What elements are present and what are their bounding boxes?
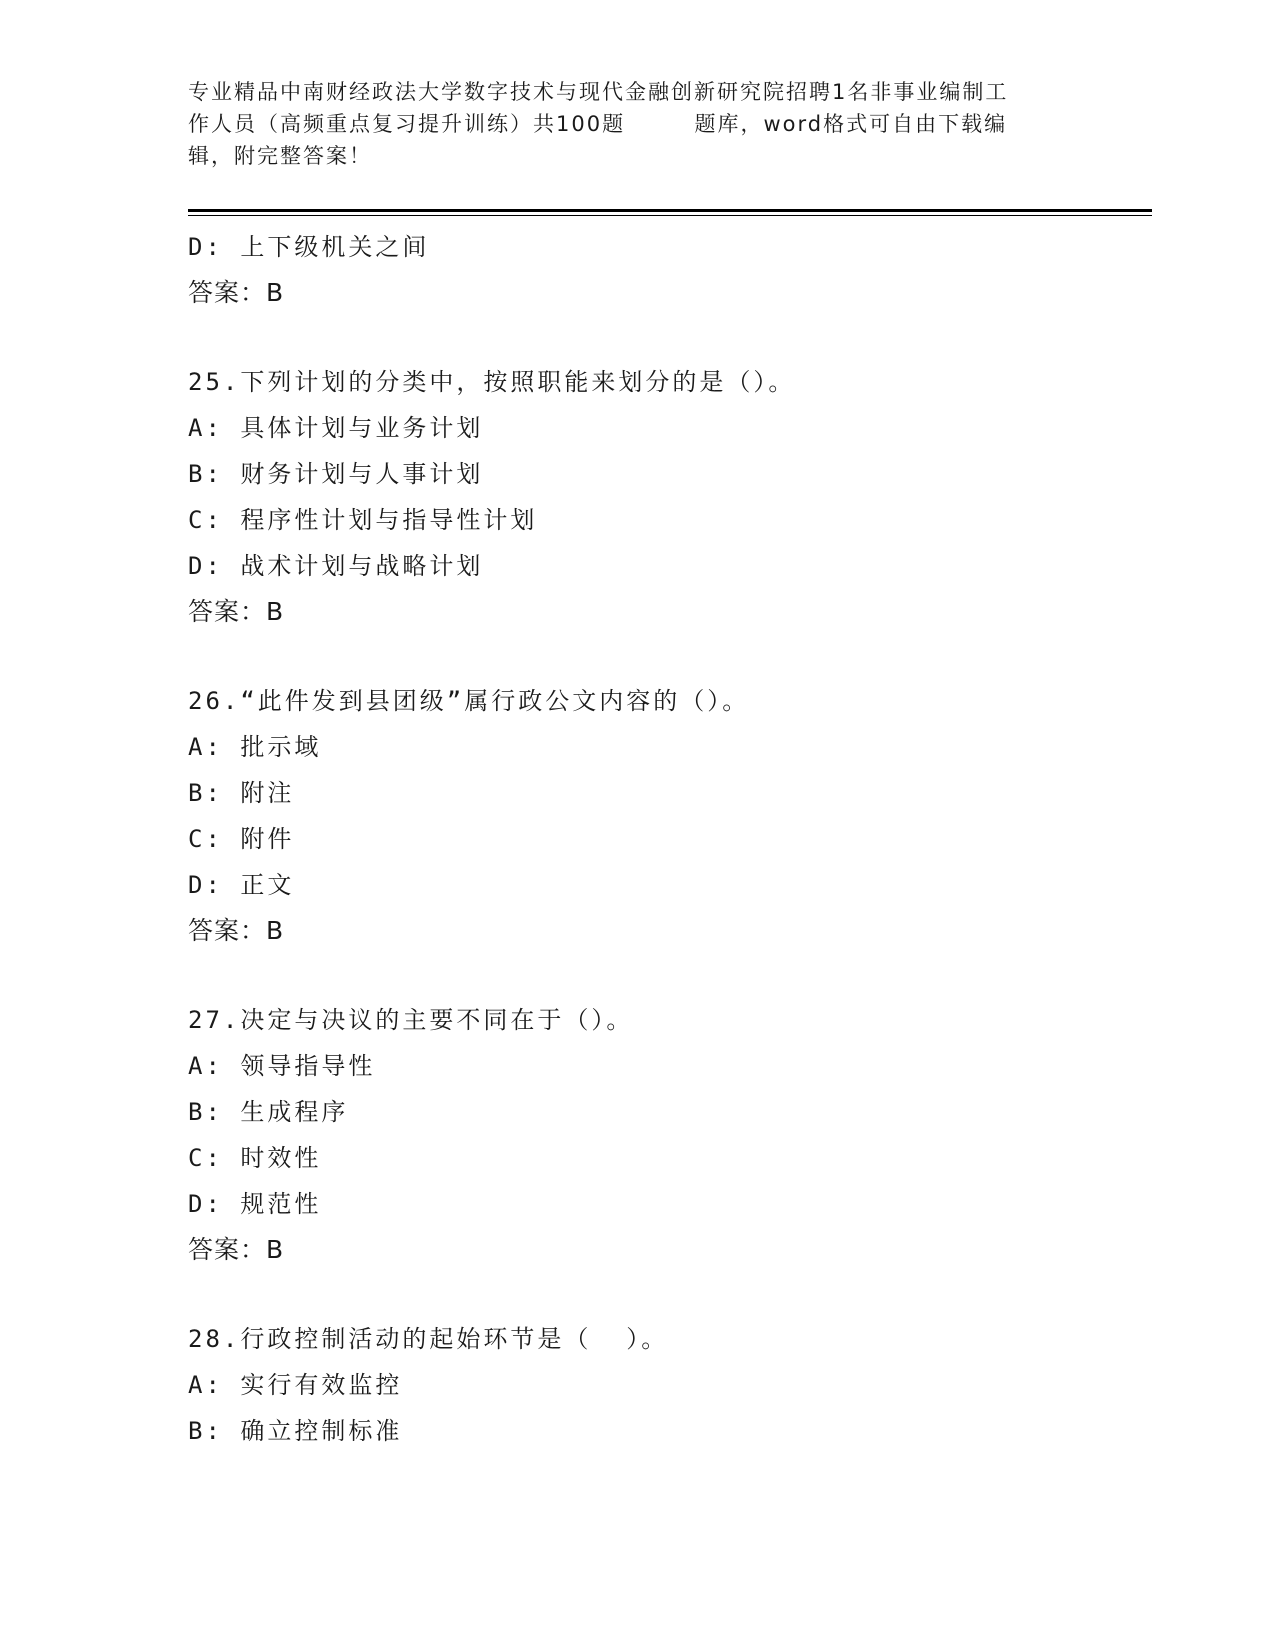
question-text: 26.“此件发到县团级”属行政公文内容的（）。 <box>188 687 750 715</box>
header-line-1: 专业精品中南财经政法大学数字技术与现代金融创新研究院招聘1名非事业编制工 <box>188 80 1009 104</box>
question-text: 28.行政控制活动的起始环节是（ ）。 <box>188 1325 669 1353</box>
option-b: B: 生成程序 <box>188 1098 349 1126</box>
option-a: A: 实行有效监控 <box>188 1371 403 1399</box>
question-27 <box>188 997 1148 1273</box>
header-divider-thin <box>188 215 1152 216</box>
option-a: A: 批示域 <box>188 733 322 761</box>
question-list <box>188 224 1148 1454</box>
option-c: C: 时效性 <box>188 1144 322 1172</box>
answer-line: 答案：B <box>188 916 285 945</box>
document-header <box>188 76 1088 172</box>
option-b: B: 附注 <box>188 779 295 807</box>
question-28 <box>188 1316 1148 1454</box>
option-b: B: 确立控制标准 <box>188 1417 403 1445</box>
option-b: B: 财务计划与人事计划 <box>188 460 484 488</box>
spacer <box>188 316 1148 359</box>
header-line-3: 辑，附完整答案！ <box>188 144 372 168</box>
answer-line: 答案：B <box>188 597 285 626</box>
option-d: D: 正文 <box>188 871 295 899</box>
question-25 <box>188 359 1148 635</box>
option-d: D: 战术计划与战略计划 <box>188 552 484 580</box>
option-a: A: 具体计划与业务计划 <box>188 414 484 442</box>
option-c: C: 程序性计划与指导性计划 <box>188 506 538 534</box>
question-text: 25.下列计划的分类中，按照职能来划分的是（）。 <box>188 368 796 396</box>
option-c: C: 附件 <box>188 825 295 853</box>
option-d: D: 规范性 <box>188 1190 322 1218</box>
answer-line: 答案：B <box>188 1235 285 1264</box>
answer-line: 答案：B <box>188 278 285 307</box>
spacer <box>188 1273 1148 1316</box>
spacer <box>188 954 1148 997</box>
question-text: 27.决定与决议的主要不同在于（）。 <box>188 1006 634 1034</box>
question-26 <box>188 678 1148 954</box>
previous-question-tail <box>188 224 1148 316</box>
header-line-2: 作人员（高频重点复习提升训练）共100题 题库，word格式可自由下载编 <box>188 112 1008 136</box>
spacer <box>188 635 1148 678</box>
header-divider-thick <box>188 209 1152 212</box>
option-a: A: 领导指导性 <box>188 1052 376 1080</box>
option-d: D: 上下级机关之间 <box>188 233 430 261</box>
